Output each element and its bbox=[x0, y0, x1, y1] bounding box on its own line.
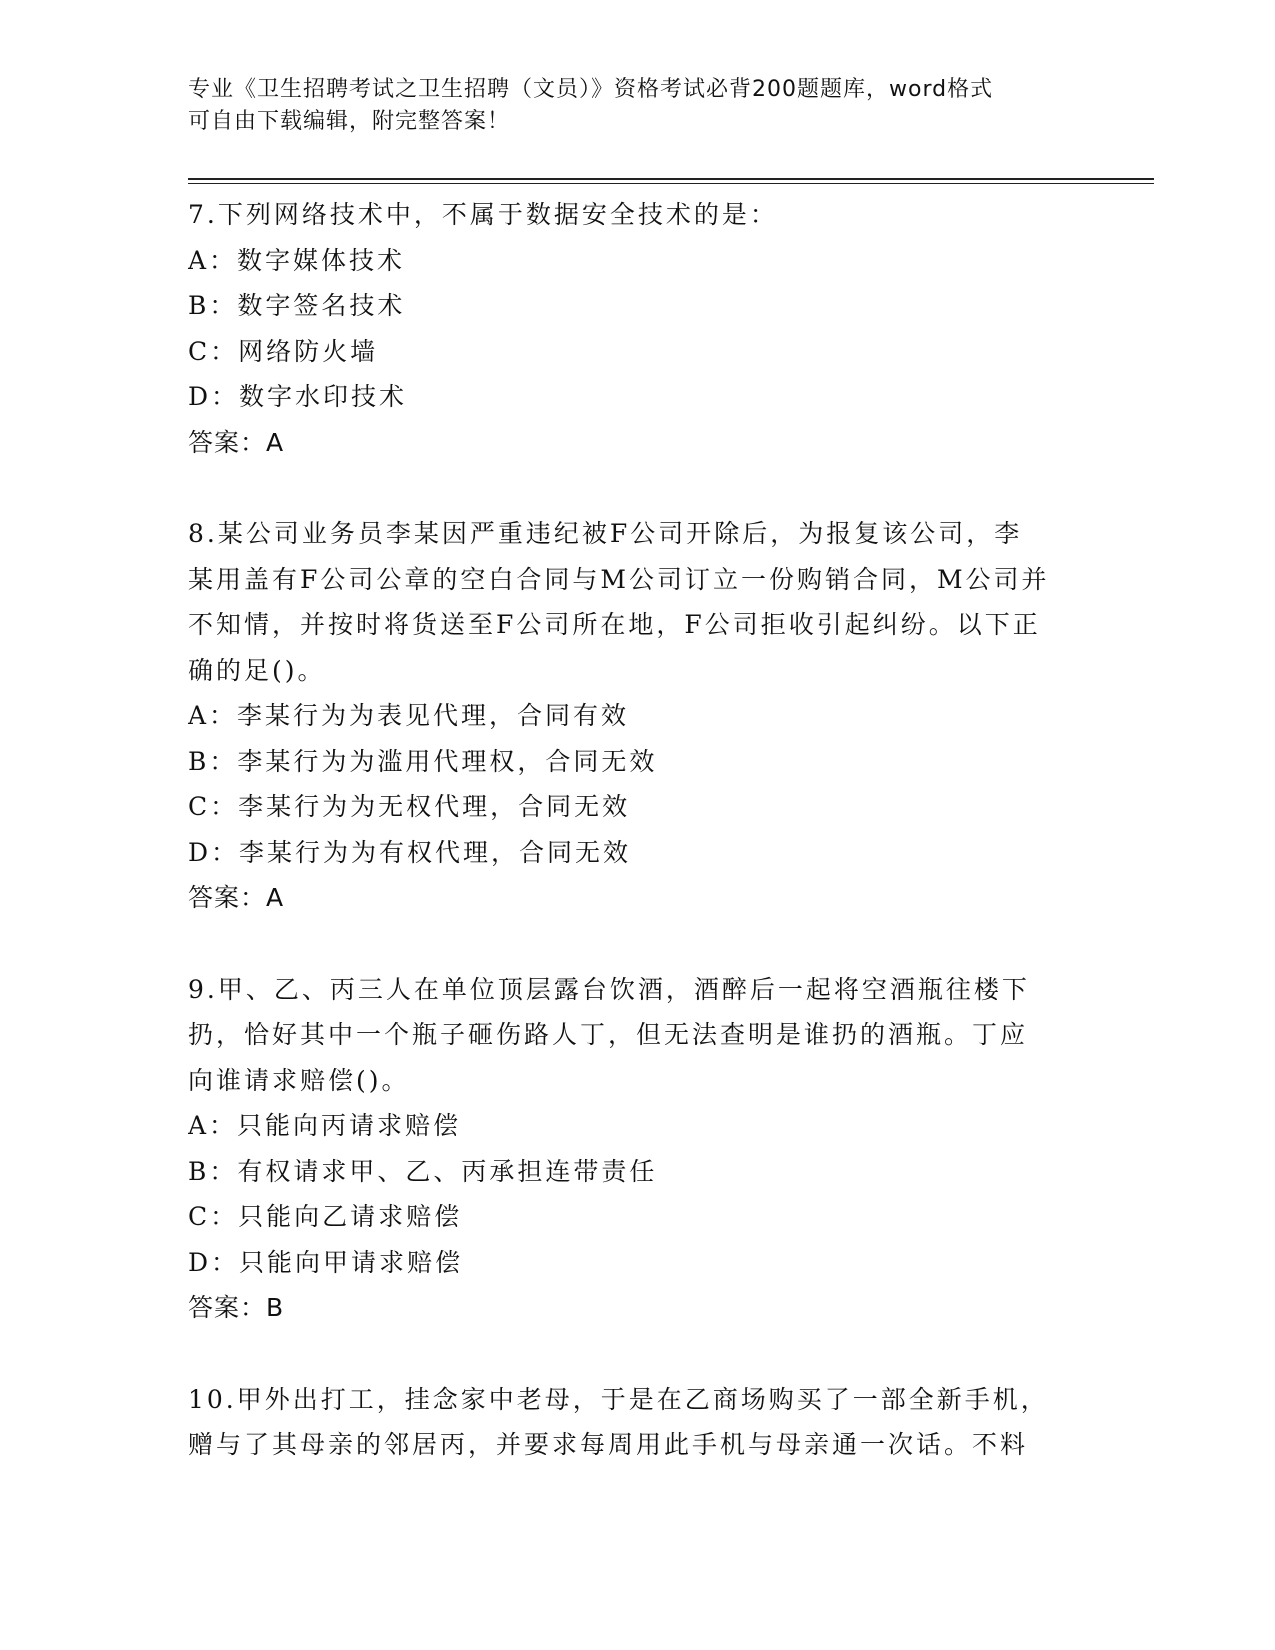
option-c: C：李某行为为无权代理，合同无效 bbox=[188, 792, 631, 821]
option-b: B：李某行为为滥用代理权，合同无效 bbox=[188, 746, 658, 776]
question-stem: 向谁请求赔偿()。 bbox=[188, 1065, 410, 1095]
answer: 答案：A bbox=[188, 883, 285, 912]
question-7 bbox=[188, 192, 1088, 465]
question-stem: 不知情，并按时将货送至F公司所在地，F公司拒收引起纠纷。以下正 bbox=[188, 610, 1041, 639]
question-stem: 确的足()。 bbox=[188, 655, 326, 685]
option-d: D：只能向甲请求赔偿 bbox=[188, 1247, 464, 1277]
question-10 bbox=[188, 1377, 1088, 1468]
option-c: C：只能向乙请求赔偿 bbox=[188, 1202, 463, 1231]
answer: 答案：B bbox=[188, 1293, 285, 1322]
header-divider-thick bbox=[188, 178, 1154, 180]
option-b: B：数字签名技术 bbox=[188, 291, 406, 320]
header-divider-thin bbox=[188, 183, 1154, 184]
document-header bbox=[188, 74, 1088, 138]
header-line-1: 专业《卫生招聘考试之卫生招聘（文员）》资格考试必背200题题库，word格式 bbox=[188, 77, 994, 102]
question-9 bbox=[188, 967, 1088, 1331]
option-b: B：有权请求甲、乙、丙承担连带责任 bbox=[188, 1156, 658, 1186]
header-line-2: 可自由下载编辑，附完整答案！ bbox=[188, 109, 511, 134]
option-d: D：李某行为为有权代理，合同无效 bbox=[188, 837, 632, 867]
option-c: C：网络防火墙 bbox=[188, 336, 379, 366]
option-a: A：只能向丙请求赔偿 bbox=[188, 1111, 462, 1140]
question-stem: 7.下列网络技术中，不属于数据安全技术的是： bbox=[188, 200, 778, 229]
question-8 bbox=[188, 511, 1088, 921]
question-stem: 某用盖有F公司公章的空白合同与M公司订立一份购销合同，M公司并 bbox=[188, 564, 1050, 594]
question-stem: 赠与了其母亲的邻居丙，并要求每周用此手机与母亲通一次话。不料 bbox=[188, 1430, 1029, 1459]
answer: 答案：A bbox=[188, 427, 285, 457]
question-stem: 8.某公司业务员李某因严重违纪被F公司开除后，为报复该公司，李 bbox=[188, 519, 1023, 548]
question-stem: 扔，恰好其中一个瓶子砸伤路人丁，但无法查明是谁扔的酒瓶。丁应 bbox=[188, 1020, 1029, 1049]
option-a: A：李某行为为表见代理，合同有效 bbox=[188, 701, 630, 730]
option-d: D：数字水印技术 bbox=[188, 382, 408, 411]
question-stem: 10.甲外出打工，挂念家中老母，于是在乙商场购买了一部全新手机， bbox=[188, 1384, 1049, 1414]
option-a: A：数字媒体技术 bbox=[188, 245, 406, 275]
question-stem: 9.甲、乙、丙三人在单位顶层露台饮酒，酒醉后一起将空酒瓶往楼下 bbox=[188, 974, 1030, 1004]
question-list bbox=[188, 192, 1088, 1514]
